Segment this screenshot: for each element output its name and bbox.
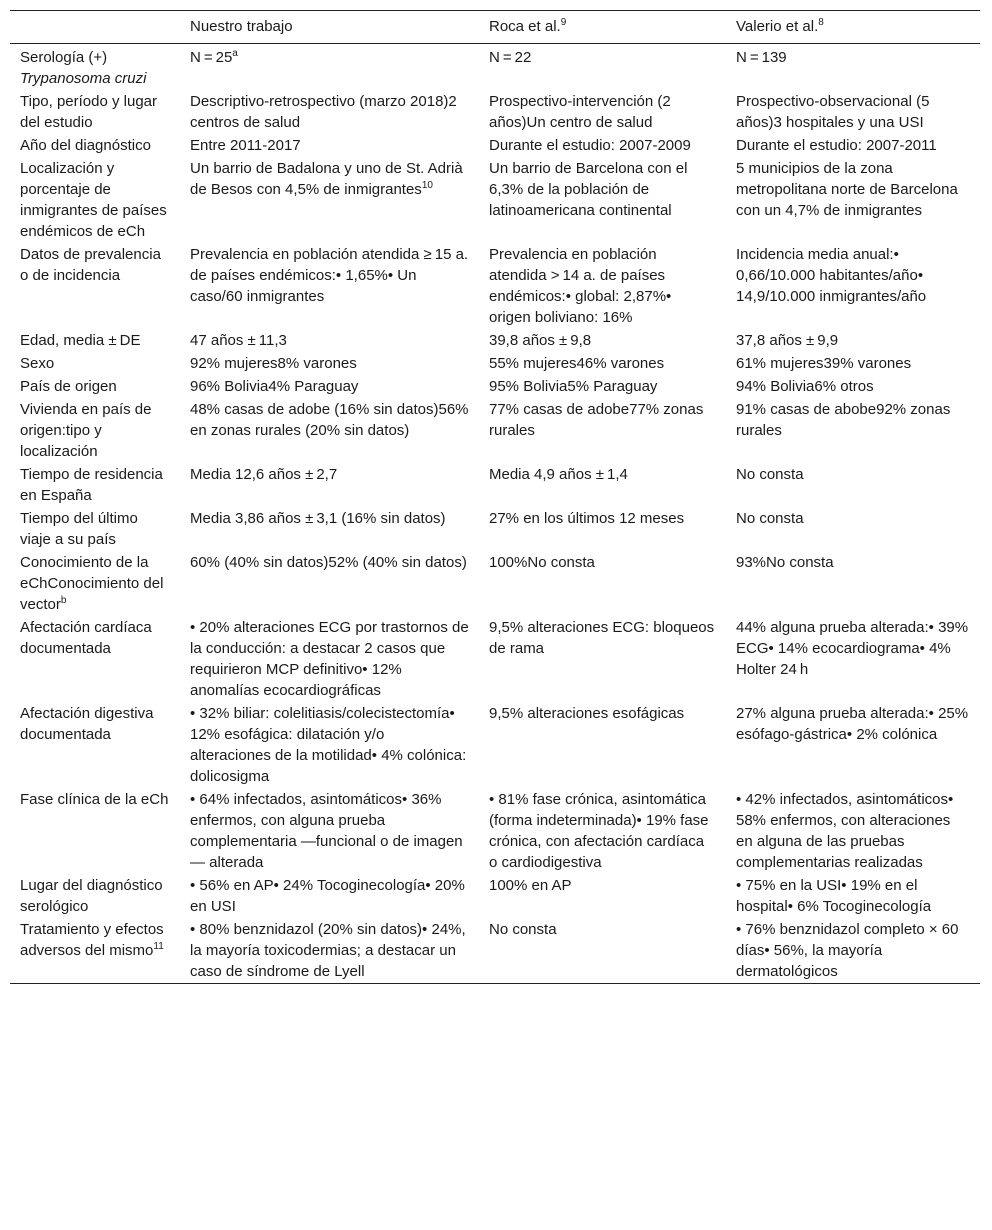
table-row bbox=[10, 507, 980, 551]
cell-roca: Prospectivo-intervención (2 años)Un centro de salud bbox=[489, 93, 671, 131]
cell-valerio: 91% casas de abobe92% zonas rurales bbox=[736, 401, 951, 439]
row-label: Edad, media ± DE bbox=[20, 332, 141, 349]
table-row bbox=[10, 375, 980, 398]
row-label: Lugar del diagnóstico serológico bbox=[20, 877, 163, 915]
cell-nuestro: 48% casas de adobe (16% sin datos)56% en zonas rurales (20% sin datos) bbox=[190, 401, 469, 439]
cell-text: Un barrio de Badalona y uno de St. Adrià de Besos con 4,5% de inmigrantes bbox=[190, 160, 463, 198]
row-label bbox=[10, 918, 180, 984]
cell-nuestro: 92% mujeres8% varones bbox=[190, 355, 357, 372]
reference-sup: 10 bbox=[421, 180, 433, 191]
cell-valerio: No consta bbox=[736, 510, 804, 527]
header-label: Roca et al. bbox=[489, 18, 561, 35]
cell-roca: N = 22 bbox=[489, 49, 532, 66]
cell-roca: 100%No consta bbox=[489, 554, 595, 571]
header-label: Nuestro trabajo bbox=[190, 18, 293, 35]
cell-valerio: • 76% benznidazol completo × 60 días• 56%, la mayoría dermatológicos bbox=[736, 921, 959, 980]
table-row bbox=[10, 788, 980, 874]
cell-valerio: 61% mujeres39% varones bbox=[736, 355, 912, 372]
row-label bbox=[10, 44, 180, 91]
row-label: Afectación cardíaca documentada bbox=[20, 619, 152, 657]
row-label: País de origen bbox=[20, 378, 117, 395]
cell-nuestro: 96% Bolivia4% Paraguay bbox=[190, 378, 359, 395]
cell-roca: Durante el estudio: 2007-2009 bbox=[489, 137, 691, 154]
cell-valerio: 93%No consta bbox=[736, 554, 834, 571]
cell-nuestro: Media 3,86 años ± 3,1 (16% sin datos) bbox=[190, 510, 446, 527]
comparison-table bbox=[10, 10, 980, 984]
row-label: Vivienda en país de origen:tipo y localización bbox=[20, 401, 152, 460]
cell-valerio: • 42% infectados, asintomáticos• 58% enfermos, con alteraciones en alguna de las pruebas complementarias realizadas bbox=[736, 791, 954, 871]
header-valerio bbox=[726, 11, 980, 44]
table-row bbox=[10, 134, 980, 157]
header-empty-cell bbox=[10, 11, 180, 44]
cell-valerio: Durante el estudio: 2007-2011 bbox=[736, 137, 937, 154]
cell-roca: 27% en los últimos 12 meses bbox=[489, 510, 685, 527]
table-row bbox=[10, 44, 980, 91]
cell-roca: Prevalencia en población atendida > 14 a. de países endémicos:• global: 2,87%• origen boliviano: 16% bbox=[489, 246, 672, 326]
table-row bbox=[10, 329, 980, 352]
row-label: Tipo, período y lugar del estudio bbox=[20, 93, 158, 131]
cell-nuestro: Entre 2011-2017 bbox=[190, 137, 301, 154]
cell-nuestro: Prevalencia en población atendida ≥ 15 a. de países endémicos:• 1,65%• Un caso/60 inmigrantes bbox=[190, 246, 469, 305]
table-row bbox=[10, 551, 980, 616]
row-label-text: Serología (+) bbox=[20, 49, 108, 66]
footnote-sup: a bbox=[232, 48, 238, 59]
table-row bbox=[10, 243, 980, 329]
row-label: Datos de prevalencia o de incidencia bbox=[20, 246, 161, 284]
table-row bbox=[10, 398, 980, 463]
reference-sup: 9 bbox=[560, 17, 567, 28]
cell-nuestro: Descriptivo-retrospectivo (marzo 2018)2 centros de salud bbox=[190, 93, 457, 131]
table-row bbox=[10, 90, 980, 134]
cell-text: N = 25 bbox=[190, 49, 233, 66]
cell-nuestro: 47 años ± 11,3 bbox=[190, 332, 287, 349]
reference-sup: 11 bbox=[153, 941, 164, 952]
cell-nuestro: • 56% en AP• 24% Tocoginecología• 20% en USI bbox=[190, 877, 465, 915]
header-label: Valerio et al. bbox=[736, 18, 819, 35]
cell-valerio: 37,8 años ± 9,9 bbox=[736, 332, 839, 349]
cell-nuestro: Media 12,6 años ± 2,7 bbox=[190, 466, 338, 483]
table-row bbox=[10, 702, 980, 788]
cell-valerio: 5 municipios de la zona metropolitana norte de Barcelona con un 4,7% de inmigrantes bbox=[736, 160, 958, 219]
cell-nuestro: • 80% benznidazol (20% sin datos)• 24%, la mayoría toxicodermias; a destacar un caso de síndrome de Lyell bbox=[190, 921, 466, 980]
row-label: Fase clínica de la eCh bbox=[20, 791, 169, 808]
reference-sup: 8 bbox=[818, 17, 824, 28]
table-row bbox=[10, 874, 980, 918]
cell-nuestro: • 32% biliar: colelitiasis/colecistectomía• 12% esofágica: dilatación y/o alteraciones de la motilidad• 4% colónica: dolicosigma bbox=[190, 705, 467, 785]
table-row bbox=[10, 157, 980, 243]
cell-roca: Un barrio de Barcelona con el 6,3% de la población de latinoamericana continental bbox=[489, 160, 688, 219]
header-roca bbox=[479, 11, 726, 44]
row-label-italic: Trypanosoma cruzi bbox=[20, 70, 147, 87]
row-label-text: Tratamiento y efectos adversos del mismo bbox=[20, 921, 164, 959]
cell-roca: No consta bbox=[489, 921, 557, 938]
cell-roca: 9,5% alteraciones ECG: bloqueos de rama bbox=[489, 619, 715, 657]
header-nuestro-trabajo bbox=[180, 11, 479, 44]
cell-roca: 77% casas de adobe77% zonas rurales bbox=[489, 401, 704, 439]
row-label: Sexo bbox=[20, 355, 55, 372]
cell-valerio: 94% Bolivia6% otros bbox=[736, 378, 874, 395]
cell-nuestro: • 20% alteraciones ECG por trastornos de la conducción: a destacar 2 casos que requirieron MCP definitivo• 12% anomalías ecocardiográficas bbox=[190, 619, 469, 699]
row-label-text: Conocimiento de la eChConocimiento del vector bbox=[20, 554, 164, 613]
row-label: Afectación digestiva documentada bbox=[20, 705, 154, 743]
cell-nuestro: 60% (40% sin datos)52% (40% sin datos) bbox=[190, 554, 467, 571]
cell-valerio: N = 139 bbox=[736, 49, 787, 66]
table-row bbox=[10, 463, 980, 507]
cell-roca: 39,8 años ± 9,8 bbox=[489, 332, 592, 349]
cell-valerio: Prospectivo-observacional (5 años)3 hospitales y una USI bbox=[736, 93, 930, 131]
cell-valerio: 27% alguna prueba alterada:• 25% esófago-gástrica• 2% colónica bbox=[736, 705, 969, 743]
row-label: Tiempo de residencia en España bbox=[20, 466, 163, 504]
cell-nuestro bbox=[180, 44, 479, 91]
row-label: Tiempo del último viaje a su país bbox=[20, 510, 138, 548]
table-header-row bbox=[10, 11, 980, 44]
cell-roca: • 81% fase crónica, asintomática (forma indeterminada)• 19% fase crónica, con afectación cardíaca o cardiodigestiva bbox=[489, 791, 709, 871]
cell-nuestro: • 64% infectados, asintomáticos• 36% enfermos, con alguna prueba complementaria —funcional o de imagen— alterada bbox=[190, 791, 463, 871]
cell-roca: 100% en AP bbox=[489, 877, 572, 894]
cell-valerio: 44% alguna prueba alterada:• 39% ECG• 14% ecocardiograma• 4% Holter 24 h bbox=[736, 619, 969, 678]
table-row bbox=[10, 918, 980, 984]
cell-roca: 55% mujeres46% varones bbox=[489, 355, 665, 372]
row-label: Localización y porcentaje de inmigrantes de países endémicos de eCh bbox=[20, 160, 167, 240]
cell-valerio: • 75% en la USI• 19% en el hospital• 6% Tocoginecología bbox=[736, 877, 932, 915]
row-label bbox=[10, 551, 180, 616]
table-row bbox=[10, 352, 980, 375]
footnote-sup: b bbox=[60, 595, 67, 606]
cell-roca: 9,5% alteraciones esofágicas bbox=[489, 705, 685, 722]
cell-roca: 95% Bolivia5% Paraguay bbox=[489, 378, 658, 395]
cell-roca: Media 4,9 años ± 1,4 bbox=[489, 466, 628, 483]
row-label: Año del diagnóstico bbox=[20, 137, 151, 154]
cell-valerio: No consta bbox=[736, 466, 804, 483]
cell-valerio: Incidencia media anual:• 0,66/10.000 habitantes/año• 14,9/10.000 inmigrantes/año bbox=[736, 246, 927, 305]
cell-nuestro bbox=[180, 157, 479, 243]
table-row bbox=[10, 616, 980, 702]
